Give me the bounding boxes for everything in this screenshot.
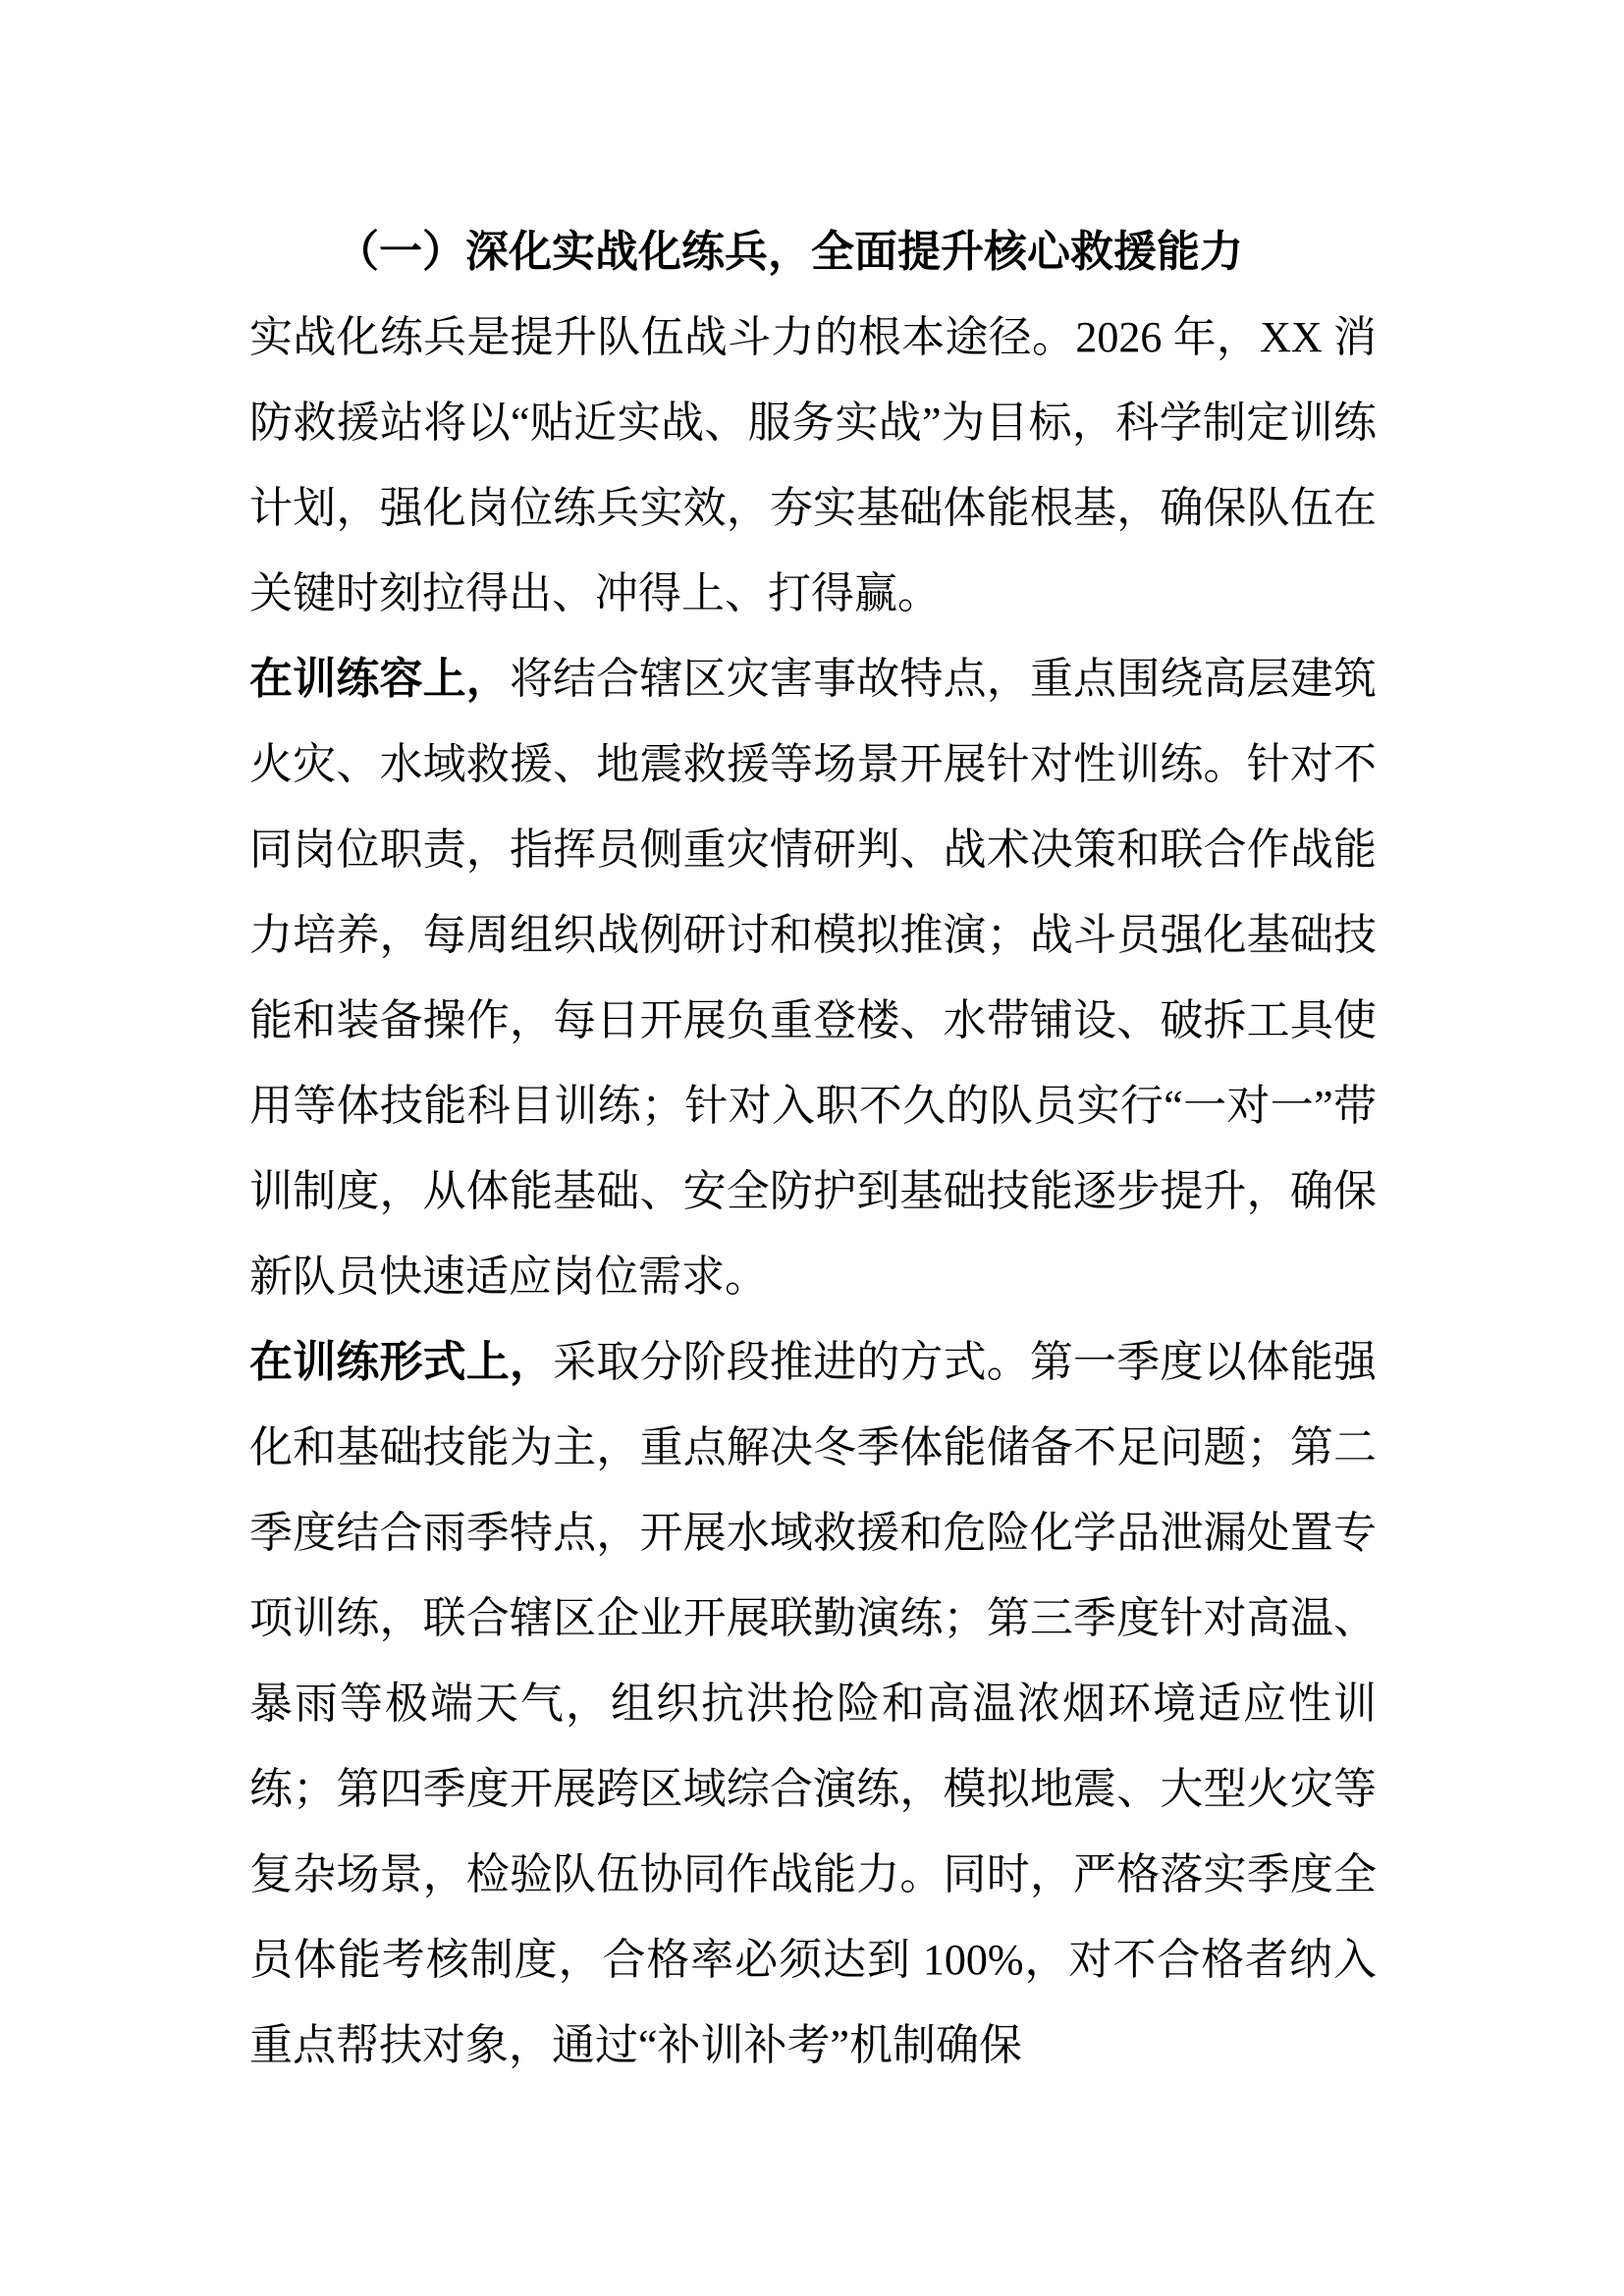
text-segment: 采取分阶段推进的方式。第一季度以体能强化和基础技能为主，重点解决冬季体能储备不足问题；第二季度结合雨季特点，开展水域救援和危险化学品泄漏处置专项训练，联合辖区企业开展联勤演练；第三季度针对高温、暴雨等极端天气，组织抗洪抢险和高温浓烟环境适应性训练；第四季度开展跨区域综合演练，模拟地震、大型火灾等复杂场景，检验队伍协同作战能力。同时，严格落实季度全员体能考核制度，合格率必须达到 100%，对不合格者纳入重点帮扶对象，通过“补训补考”机制确保: [249, 1338, 1378, 2069]
paragraph-lead-bold: 在训练容上，: [249, 655, 510, 703]
paragraph-lead-bold: 在训练形式上，: [249, 1338, 554, 1386]
text-segment: 实战化练兵是提升队伍战斗力的根本途径。2026 年，XX 消防救援站将以“贴近实战、服务实战”为目标，科学制定训练计划，强化岗位练兵实效，夯实基础体能根基，确保队伍在关键时刻拉得出、冲得上、打得赢。: [249, 313, 1377, 617]
section-heading: （一）深化实战化练兵，全面提升核心救援能力: [336, 228, 1243, 276]
paragraph: [249, 294, 1377, 636]
paragraph: [249, 1319, 1377, 2088]
text-segment: 将结合辖区灾害事故特点，重点围绕高层建筑火灾、水域救援、地震救援等场景开展针对性训练。针对不同岗位职责，指挥员侧重灾情研判、战术决策和联合作战能力培养，每周组织战例研讨和模拟推演；战斗员强化基础技能和装备操作，每日开展负重登楼、水带铺设、破拆工具使用等体技能科目训练；针对入职不久的队员实行“一对一”带训制度，从体能基础、安全防护到基础技能逐步提升，确保新队员快速适应岗位需求。: [249, 655, 1378, 1301]
paragraph: [249, 636, 1377, 1319]
document-body: [249, 294, 1377, 2088]
